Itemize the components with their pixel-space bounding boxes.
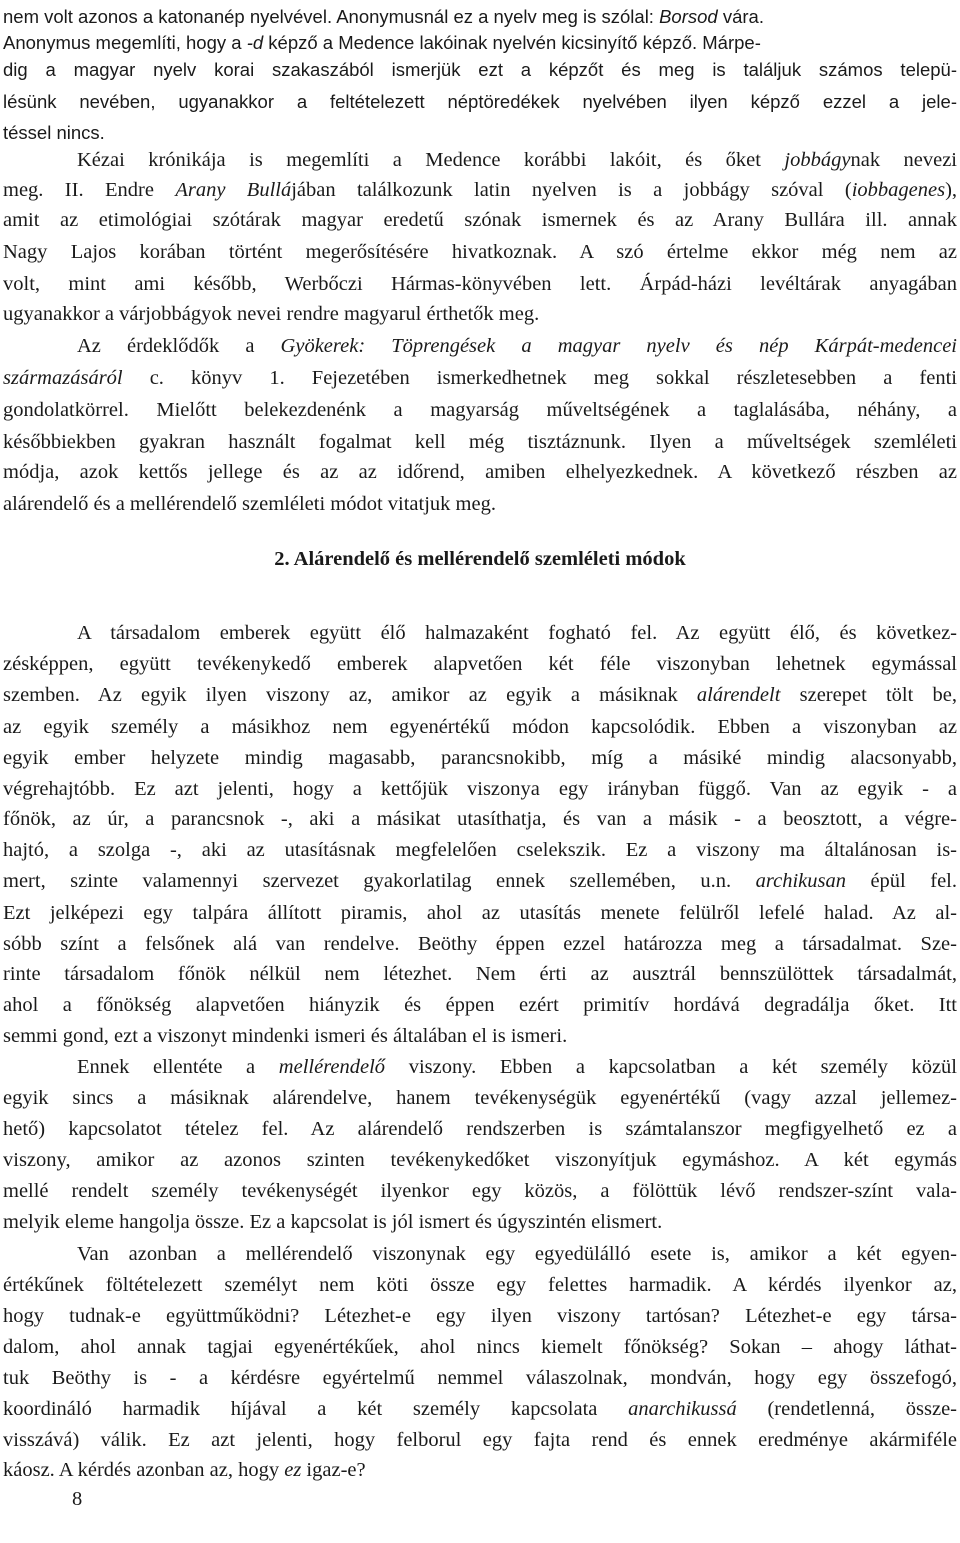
text-segment: A társadalom emberek együtt élő halmazaként fogható fel. Az együtt élő, és következ- xyxy=(77,622,957,644)
text-segment: szemben. Az egyik ilyen viszony az, amikor az egyik a másiknak xyxy=(3,684,697,706)
text-segment: Ennek ellentéte a xyxy=(77,1056,279,1078)
text-line xyxy=(3,989,957,1022)
text-segment: épül fel. xyxy=(845,870,957,892)
italic-text: ez xyxy=(284,1459,302,1481)
text-segment: dalom, ahol annak tagjai egyenértékűek, ahol nincs kiemelt főnökség? Sokan – ahogy láthat- xyxy=(3,1336,957,1358)
text-segment: Van azonban a mellérendelő viszonynak egy egyedülálló esete is, amikor a két egyen- xyxy=(77,1243,957,1265)
text-segment: zésképpen, együtt tevékenykedő emberek alapvetően két féle viszonyban lehetnek egymással xyxy=(3,653,957,675)
text-segment: melyik eleme hangolja össze. Ez a kapcsolat is jól ismert és úgyszintén elismert. xyxy=(3,1211,663,1233)
text-line xyxy=(3,773,957,806)
text-line xyxy=(3,865,957,898)
text-line xyxy=(3,742,957,775)
text-line xyxy=(3,1144,957,1177)
text-line xyxy=(3,803,957,836)
section-heading: 2. Alárendelő és mellérendelő szemléleti módok xyxy=(274,548,686,570)
text-line xyxy=(3,394,957,427)
text-line xyxy=(77,144,957,177)
text-segment: képző a Medence lakóinak nyelvén kicsinyítő képző. Márpe- xyxy=(263,32,761,53)
text-line xyxy=(3,1269,957,1302)
text-line xyxy=(3,648,957,681)
italic-text: Borsod xyxy=(659,6,718,27)
italic-text: anarchikussá xyxy=(628,1398,737,1420)
text-line xyxy=(3,1020,957,1053)
text-line xyxy=(3,1206,957,1239)
text-segment: későbbiekben gyakran használt fogalmat kell még tisztáznunk. Ilyen a műveltségek szemléleti xyxy=(3,431,957,453)
text-line xyxy=(3,174,957,207)
text-segment: ugyanakkor a várjobbágyok nevei rendre magyarul érthetők meg. xyxy=(3,303,540,325)
text-segment: káosz. A kérdés azonban az, hogy xyxy=(3,1459,285,1481)
text-segment: mellé rendelt személy tevékenységét ilyenkor egy közös, a fölöttük lévő rendszer-színt vala- xyxy=(3,1180,957,1202)
italic-text: iobbagenes xyxy=(851,179,946,201)
text-line xyxy=(3,1424,957,1457)
text-segment: ), xyxy=(945,179,957,201)
text-line xyxy=(3,426,957,459)
italic-text: Arany Bullá xyxy=(175,179,292,201)
text-line xyxy=(77,1238,957,1271)
text-line xyxy=(3,298,957,331)
text-segment: viszony, amikor az azonos szinten tevékenykedőket viszonyítjuk egymáshoz. A két egymás xyxy=(3,1149,957,1171)
text-segment: semmi gond, ezt a viszonyt mindenki ismeri és általában el is ismeri. xyxy=(3,1025,568,1047)
italic-text: alárendelt xyxy=(696,684,781,706)
text-segment: egyik ember helyzete mindig magasabb, parancsnokibb, míg a másiké mindig alacsonyabb, xyxy=(3,747,957,769)
text-segment: volt, mint ami később, Werbőczi Hármas-könyvében lett. Árpád-házi levéltárak anyagában xyxy=(3,273,957,295)
text-segment: Ezt jelképezi egy talpára állított piramis, ahol az utasítás menete felülről lefelé halad. Az al- xyxy=(3,902,957,924)
text-segment: igaz-e? xyxy=(301,1459,366,1481)
text-segment: nem volt azonos a katonanép nyelvével. Anonymusnál ez a nyelv meg is szólal: xyxy=(3,6,660,27)
text-line xyxy=(3,1175,957,1208)
text-line xyxy=(3,1082,957,1115)
text-segment: dig a magyar nyelv korai szakaszából ismerjük ezt a képzőt és meg is találjuk számos telepü- xyxy=(3,59,957,80)
text-line xyxy=(3,85,957,118)
italic-text: mellérendelő xyxy=(278,1056,386,1078)
text-segment: vára. xyxy=(717,6,764,27)
text-segment: egyik sincs a másiknak alárendelve, hanem tevékenységük egyenértékű (vagy azzal jellemez- xyxy=(3,1087,957,1109)
italic-text: származásáról xyxy=(3,367,123,389)
text-line xyxy=(3,236,957,269)
text-segment: főnök, az úr, a parancsnok -, aki a másikat utasíthatja, és van a másik - a beosztott, a végre- xyxy=(3,808,957,830)
text-segment: mert, szinte valamennyi szervezet gyakorlatilag ennek szellemében, u.n. xyxy=(3,870,756,892)
text-segment: sóbb színt a felsőnek alá van rendelve. Beöthy éppen ezzel határozza meg a társadalmat. Sze- xyxy=(3,933,957,955)
text-segment: hajtó, a szolga -, aki az utasításnak megfelelően cselekszik. Ez a viszony ma általánosan is- xyxy=(3,839,957,861)
text-segment: rinte társadalom főnök nélkül nem létezhet. Nem érti az ausztrál bennszülöttek társadalmát, xyxy=(3,963,957,985)
italic-text: jobbágy xyxy=(784,149,851,171)
text-line xyxy=(3,53,957,86)
text-line xyxy=(3,488,957,521)
text-line xyxy=(3,204,957,237)
text-line xyxy=(3,834,957,867)
text-segment: Kézai krónikája is megemlíti a Medence korábbi lakóit, és őket xyxy=(77,149,785,171)
text-segment: hogy tudnak-e együttműködni? Létezhet-e egy ilyen viszony tartósan? Létezhet-e egy társa- xyxy=(3,1305,957,1327)
italic-text: Gyökerek: Töprengések a magyar nyelv és nép Kárpát-medencei xyxy=(280,335,957,357)
text-segment: gondolatkörrel. Mielőtt belekezdenénk a magyarság műveltségének a taglalásába, néhány, a xyxy=(3,399,957,421)
text-line xyxy=(3,1362,957,1395)
text-segment: koordináló harmadik híjával a két személy kapcsolata xyxy=(3,1398,629,1420)
page-number: 8 xyxy=(72,1488,83,1510)
text-segment: ahol a főnökség alapvetően hiányzik és éppen ezért primitív hordává degradálja őket. Itt xyxy=(3,994,957,1016)
text-segment: módja, azok kettős jellege és az az időrend, amiben elhelyezkednek. A következő részben az xyxy=(3,461,957,483)
text-line xyxy=(3,362,957,395)
text-segment: nak nevezi xyxy=(850,149,957,171)
text-line xyxy=(77,1051,957,1084)
text-line xyxy=(3,456,957,489)
text-line xyxy=(77,617,957,650)
text-segment: meg. II. Endre xyxy=(3,179,176,201)
text-segment: Nagy Lajos korában történt megerősítésére hivatkoznak. A szó értelme ekkor még nem az xyxy=(3,241,957,263)
text-segment: tuk Beöthy is - a kérdésre egyértelmű nemmel válaszolnak, mondván, hogy egy összefogó, xyxy=(3,1367,957,1389)
text-line xyxy=(3,679,957,712)
text-segment: jában találkozunk latin nyelven is a jobbágy szóval ( xyxy=(291,179,852,201)
text-segment: végrehajtóbb. Ez azt jelenti, hogy a kettőjük viszonya egy irányban függő. Van az egyik - a xyxy=(3,778,957,800)
text-line xyxy=(3,268,957,301)
text-segment: (rendetlenná, össze- xyxy=(736,1398,957,1420)
text-segment: visszává) válik. Ez azt jelenti, hogy felborul egy fajta rend és ennek eredménye akármiféle xyxy=(3,1429,957,1451)
text-segment: szerepet tölt be, xyxy=(780,684,957,706)
text-segment: c. könyv 1. Fejezetében ismerkedhetnek meg sokkal részletesebben a fenti xyxy=(122,367,957,389)
text-line xyxy=(3,1454,957,1487)
text-line xyxy=(3,1113,957,1146)
text-line xyxy=(77,330,957,363)
text-segment: hető) kapcsolatot tételez fel. Az alárendelő rendszerben is számtalanszor megfigyelhető ez a xyxy=(3,1118,957,1140)
text-segment: amit az etimológiai szótárak magyar eredetű szónak ismernek és az Arany Bullára ill. annak xyxy=(3,209,957,231)
text-segment: téssel nincs. xyxy=(3,122,105,143)
italic-text: -d xyxy=(246,32,264,53)
text-segment: Az érdeklődők a xyxy=(77,335,281,357)
text-segment: Anonymus megemlíti, hogy a xyxy=(3,32,247,53)
text-segment: értékűnek föltételezett személyt nem köti össze egy felettes harmadik. A kérdés ilyenkor az, xyxy=(3,1274,957,1296)
text-line xyxy=(3,711,957,744)
text-segment: az egyik személy a másikhoz nem egyenértékű módon kapcsolódik. Ebben a viszonyban az xyxy=(3,716,957,738)
text-line xyxy=(3,958,957,991)
text-segment: viszony. Ebben a kapcsolatban a két személy közül xyxy=(385,1056,957,1078)
italic-text: archikusan xyxy=(755,870,846,892)
text-segment: alárendelő és a mellérendelő szemléleti módot vitatjuk meg. xyxy=(3,493,496,515)
text-segment: lésünk nevében, ugyanakkor a feltételezett néptöredékek nyelvében ilyen képző ezzel a jele- xyxy=(3,91,957,112)
text-line xyxy=(3,1393,957,1426)
text-line xyxy=(3,928,957,961)
text-line xyxy=(3,897,957,930)
text-line xyxy=(3,1331,957,1364)
text-line xyxy=(3,1300,957,1333)
